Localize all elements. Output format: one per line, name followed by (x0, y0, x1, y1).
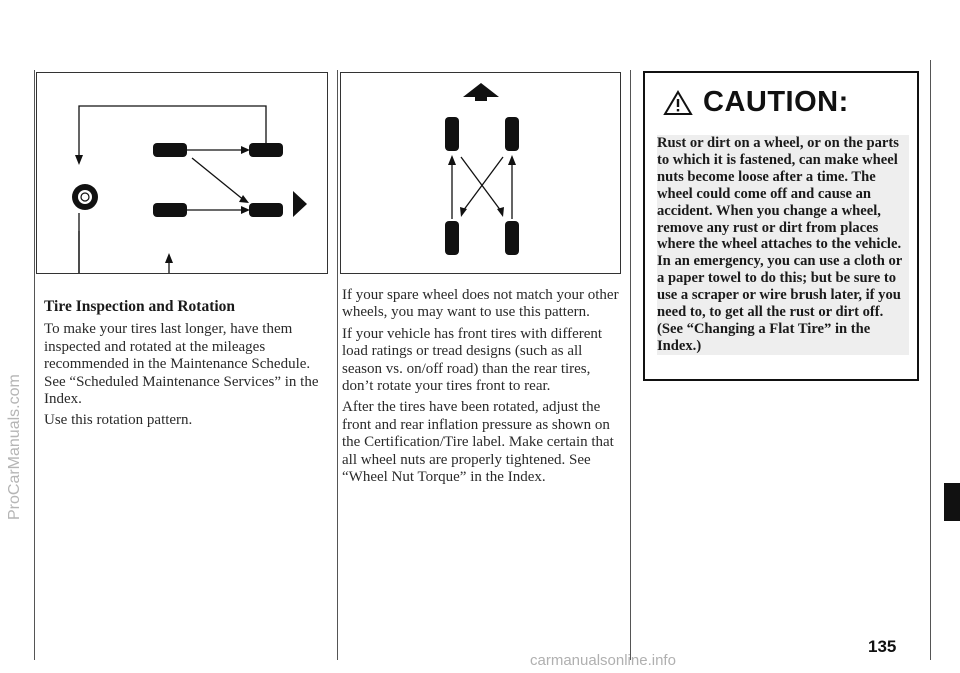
caution-title: CAUTION: (703, 86, 849, 118)
paragraph: To make your tires last longer, have them inspected and rotated at the mileages recommended in the Maintenance Schedule. See “Scheduled Maintenance Services” in the Index. (44, 321, 319, 408)
section-tab-marker (944, 483, 960, 521)
caution-box (643, 71, 919, 381)
paragraph: Use this rotation pattern. (44, 412, 193, 429)
caution-heading (663, 86, 849, 119)
watermark-bottom: carmanualsonline.info (530, 652, 676, 669)
warning-triangle-icon (663, 90, 693, 116)
paragraph: After the tires have been rotated, adjust the front and rear inflation pressure as shown on the Certification/Tire label. Make certain that all wheel nuts are properly tightened. See “Wheel Nut Torque” in the Index. (342, 399, 614, 486)
caution-body: Rust or dirt on a wheel, or on the parts to which it is fastened, can make wheel nuts become loose after a time. The wheel could come off and cause an accident. When you change a wheel, remove any rust or dirt from places where the wheel attaches to the vehicle. In an emergency, you can use a cloth or a paper towel to do this; but be sure to use a scraper or wire brush later, if you need to, to get all the rust or dirt off. (See “Changing a Flat Tire” in the Index.) (657, 135, 909, 355)
column-rule-right (630, 70, 631, 660)
watermark-left: ProCarManuals.com (6, 374, 23, 520)
cross-rotation-svg (341, 73, 620, 273)
section-heading: Tire Inspection and Rotation (44, 298, 236, 315)
rotation-diagram-cross (340, 72, 621, 274)
middle-column-text (342, 287, 619, 490)
page-number: 135 (868, 637, 897, 656)
rotation-diagram-with-spare (36, 72, 328, 274)
paragraph: If your spare wheel does not match your other wheels, you may want to use this pattern. (342, 287, 619, 321)
column-rule-middle (337, 70, 338, 660)
left-column-text (44, 298, 328, 434)
rotation-diagram-svg (37, 73, 327, 273)
column-rule-far-right (930, 60, 931, 660)
column-rule-left (34, 70, 35, 660)
paragraph: If your vehicle has front tires with different load ratings or tread designs (such as all season vs. on/off road) than the rear tires, don’t rotate your tires front to rear. (342, 325, 603, 395)
